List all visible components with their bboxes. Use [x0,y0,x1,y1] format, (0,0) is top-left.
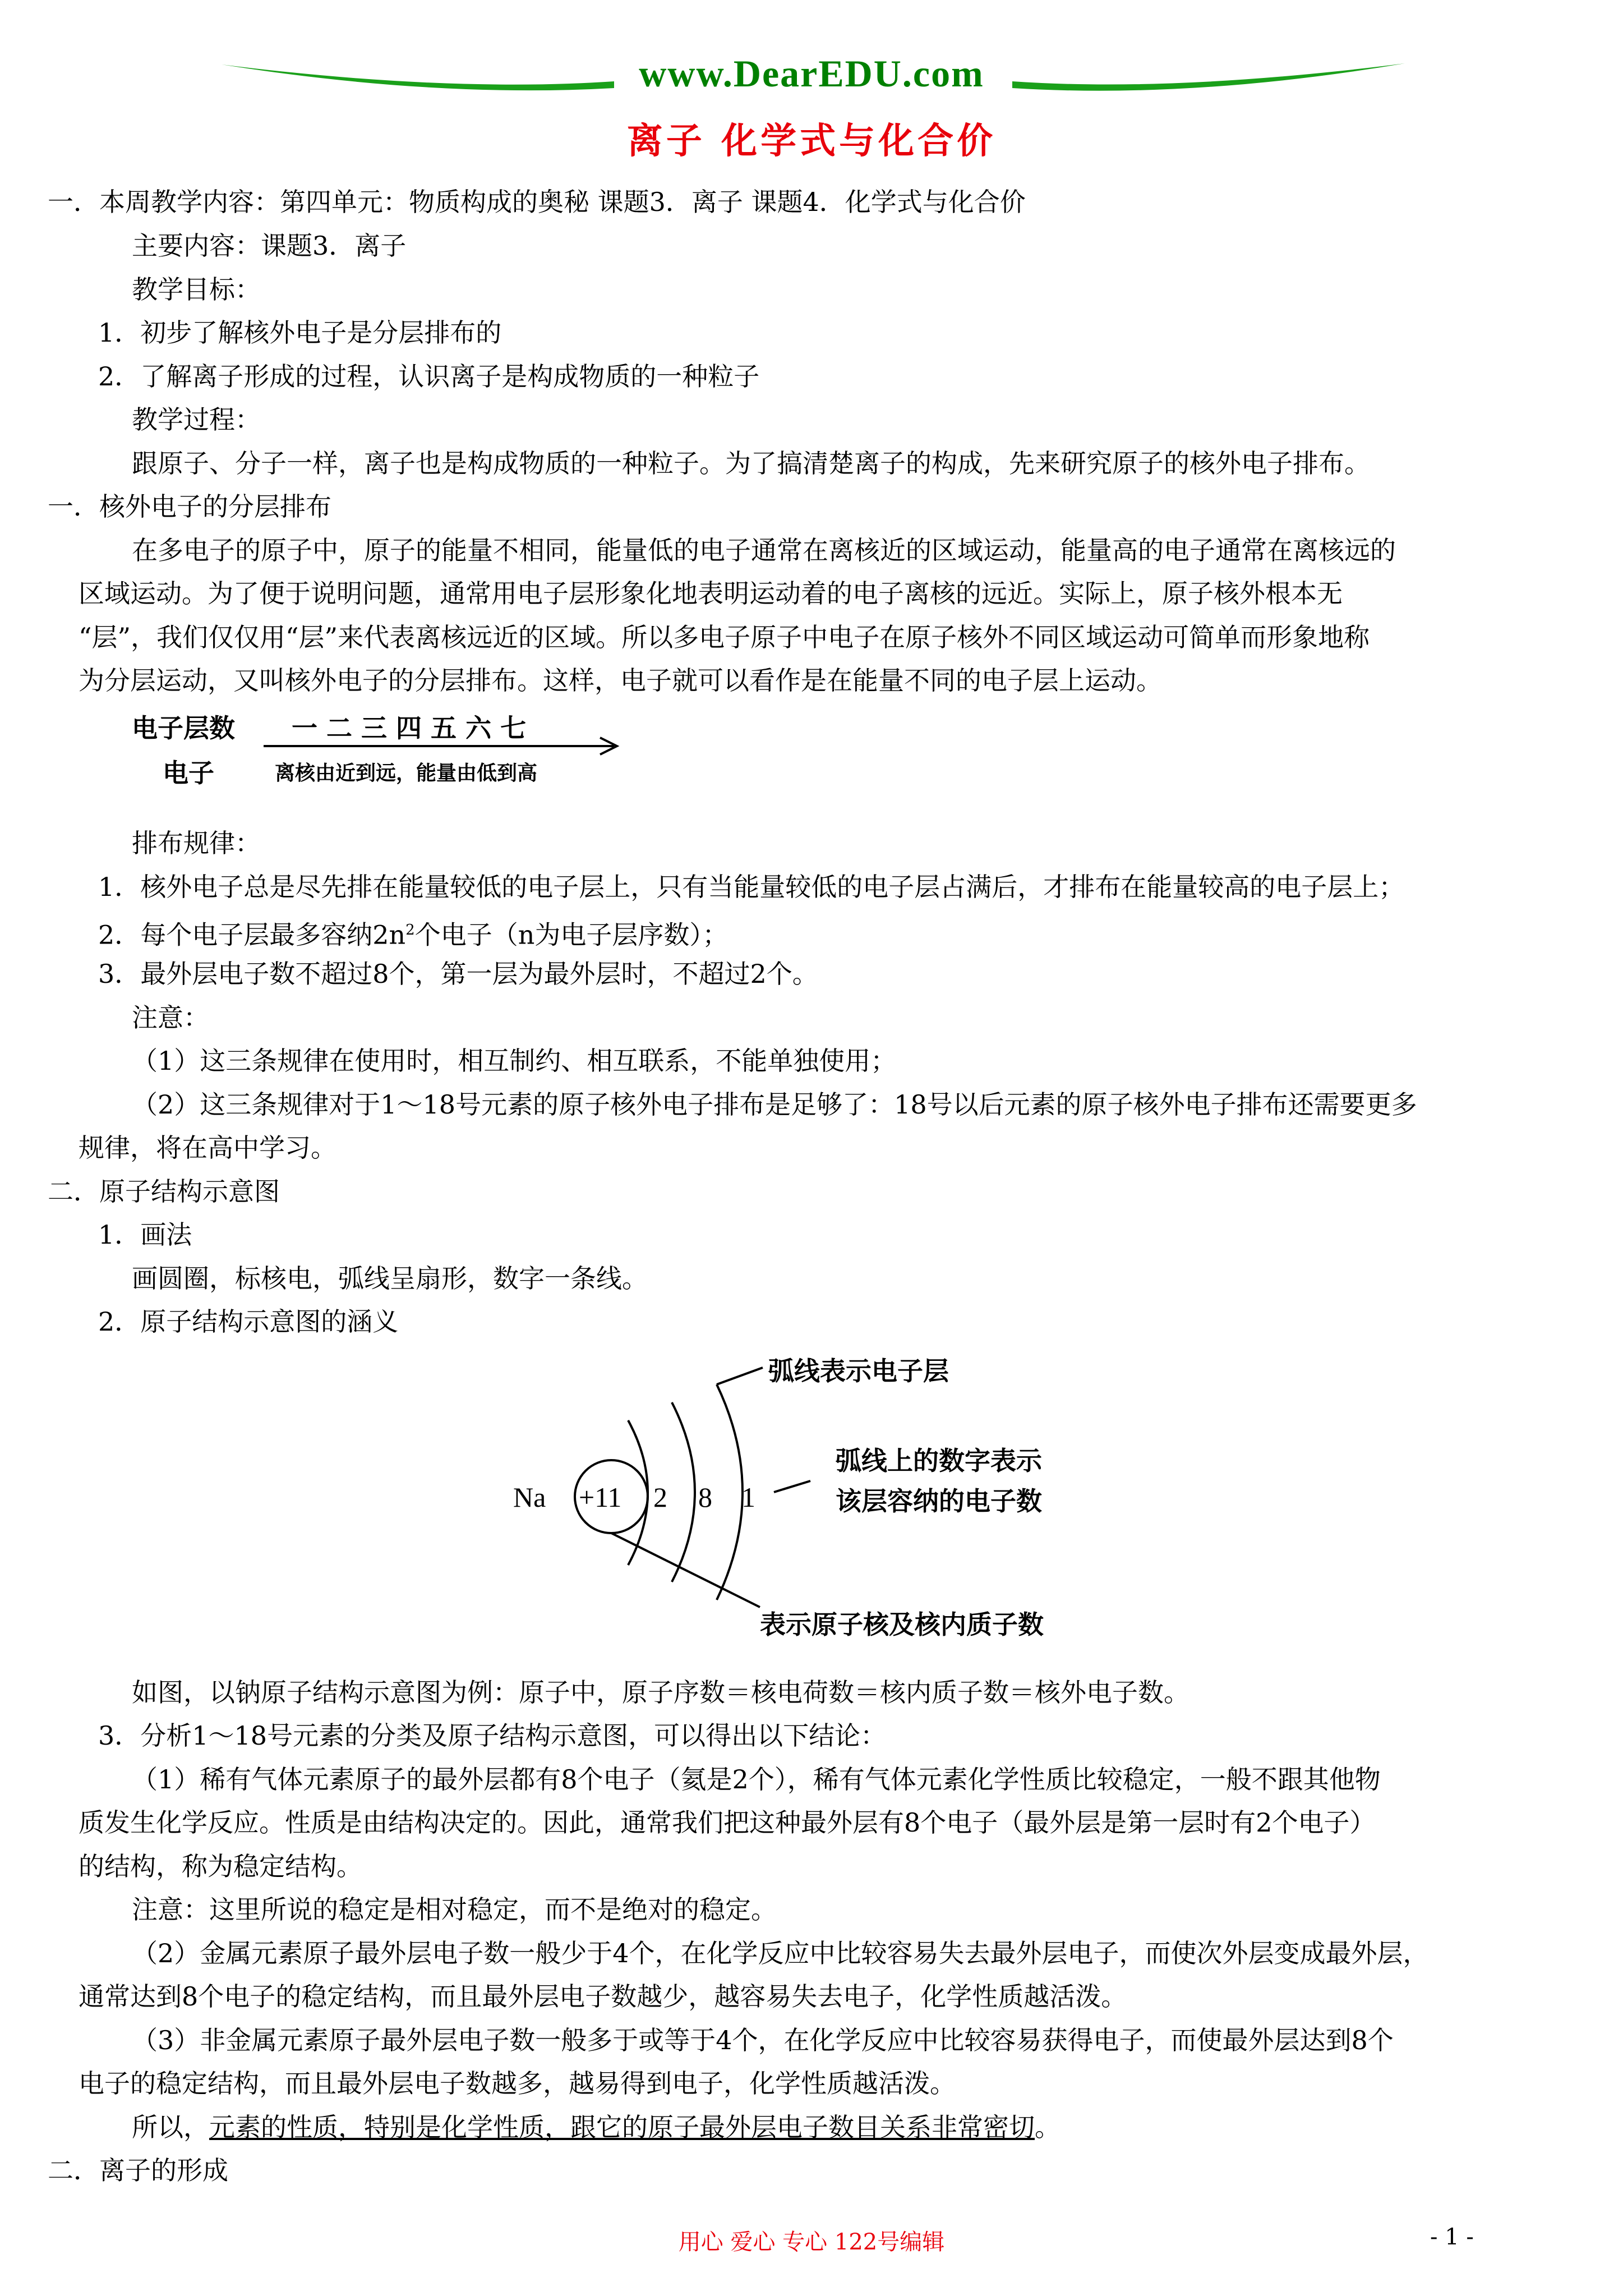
text-line: 一．本周教学内容：第四单元：物质构成的奥秘 课题3．离子 课题4．化学式与化合价 [48,187,1026,217]
arc-label: 弧线表示电子层 [768,1356,949,1386]
text-line: 1．核外电子总是尽先排在能量较低的电子层上，只有当能量较低的电子层占满后，才排布在能量较高的电子层上； [98,872,1405,902]
text-line: 如图，以钠原子结构示意图为例：原子中，原子序数＝核电荷数＝核内质子数＝核外电子数。 [132,1677,1189,1708]
text-line: 二．离子的形成 [48,2155,228,2185]
shell-2-count: 8 [698,1481,712,1513]
text-line: 注意：这里所说的稳定是相对稳定，而不是绝对的稳定。 [132,1894,777,1925]
rule-2-line [98,913,728,951]
text-line: 教学过程： [132,404,261,435]
shell-3-count: 1 [741,1481,755,1513]
numbers-label-1: 弧线上的数字表示 [836,1446,1042,1476]
rule-2-superscript: 2 [405,922,415,938]
text-line: 二．原子结构示意图 [48,1176,280,1207]
text-line: 排布规律： [132,828,261,858]
text-line: 质发生化学反应。性质是由结构决定的。因此，通常我们把这种最外层有8个电子（最外层是第一层时有2个电子） [79,1807,1376,1838]
text-line: （3）非金属元素原子最外层电子数一般多于或等于4个，在化学反应中比较容易获得电子，而使最外层达到8个 [132,2025,1394,2055]
shell-count-label: 电子层数 [132,713,235,743]
conclusion-suffix: 。 [1035,2112,1061,2142]
page-title: 离子 化学式与化合价 [626,121,997,162]
text-line: （2）金属元素原子最外层电子数一般少于4个，在化学反应中比较容易失去最外层电子，而使次外层变成最外层， [132,1938,1429,1968]
text-line: （1）这三条规律在使用时，相互制约、相互联系，不能单独使用； [132,1046,897,1076]
text-line: 教学目标： [132,274,261,305]
numbers-label-2: 该层容纳的电子数 [836,1486,1042,1516]
conclusion-prefix: 所以， [132,2112,209,2142]
rule-2-suffix: 个电子（n为电子层序数）； [414,919,728,950]
conclusion-line [132,2110,1061,2144]
conclusion-underlined: 元素的性质，特别是化学性质，跟它的原子最外层电子数目关系非常密切 [209,2112,1035,2142]
text-line: （2）这三条规律对于1～18号元素的原子核外电子排布是足够了：18号以后元素的原子核外电子排布还需要更多 [132,1089,1417,1120]
footer-text: 用心 爱心 专心 122号编辑 [678,2229,945,2255]
text-line: 在多电子的原子中，原子的能量不相同，能量低的电子通常在离核近的区域运动，能量高的电子通常在离核远的 [132,535,1396,565]
site-logo-text: www.DearEDU.com [639,52,984,95]
direction-arrow [264,735,623,757]
rule-2-prefix: 2．每个电子层最多容纳2n [98,919,406,950]
text-line: 为分层运动，又叫核外电子的分层排布。这样，电子就可以看作是在能量不同的电子层上运动。 [79,665,1162,696]
text-line: “层”，我们仅仅用“层”来代表离核远近的区域。所以多电子原子中电子在原子核外不同区域运动可简单而形象地称 [79,622,1370,652]
text-line: 画圆圈，标核电，弧线呈扇形，数字一条线。 [132,1263,648,1294]
text-line: 电子的稳定结构，而且最外层电子数越多，越易得到电子，化学性质越活泼。 [79,2068,956,2099]
text-line: （1）稀有气体元素原子的最外层都有8个电子（氦是2个），稀有气体元素化学性质比较稳定，一般不跟其他物 [132,1764,1381,1795]
text-line: 3．分析1～18号元素的分类及原子结构示意图，可以得出以下结论： [98,1720,887,1751]
text-line: 3．最外层电子数不超过8个，第一层为最外层时，不超过2个。 [98,959,818,989]
text-line: 1．初步了解核外电子是分层排布的 [98,318,502,348]
element-symbol: Na [513,1481,546,1513]
direction-label: 离核由近到远，能量由低到高 [275,762,538,785]
text-line: 规律，将在高中学习。 [79,1133,336,1163]
text-line: 一．核外电子的分层排布 [48,491,331,522]
text-line: 1．画法 [98,1220,192,1250]
electron-label: 电子 [163,758,214,788]
text-line: 2．了解离子形成的过程，认识离子是构成物质的一种粒子 [98,361,760,392]
nucleus-charge: +11 [579,1481,622,1513]
text-line: 的结构，称为稳定结构。 [79,1851,362,1881]
text-line: 区域运动。为了便于说明问题，通常用电子层形象化地表明运动着的电子离核的远近。实际上，原子核外根本无 [79,578,1343,609]
page-number: - 1 - [1430,2224,1474,2250]
text-line: 2．原子结构示意图的涵义 [98,1306,399,1337]
shell-numerals: 一 二 三 四 五 六 七 [292,713,527,743]
nucleus-label: 表示原子核及核内质子数 [760,1609,1044,1640]
shell-1-count: 2 [653,1481,667,1513]
text-line: 主要内容：课题3．离子 [132,231,407,261]
text-line: 通常达到8个电子的稳定结构，而且最外层电子数越少，越容易失去电子，化学性质越活泼。 [79,1981,1127,2012]
text-line: 注意： [132,1002,209,1033]
text-line: 跟原子、分子一样，离子也是构成物质的一种粒子。为了搞清楚离子的构成，先来研究原子的核外电子排布。 [132,448,1370,478]
